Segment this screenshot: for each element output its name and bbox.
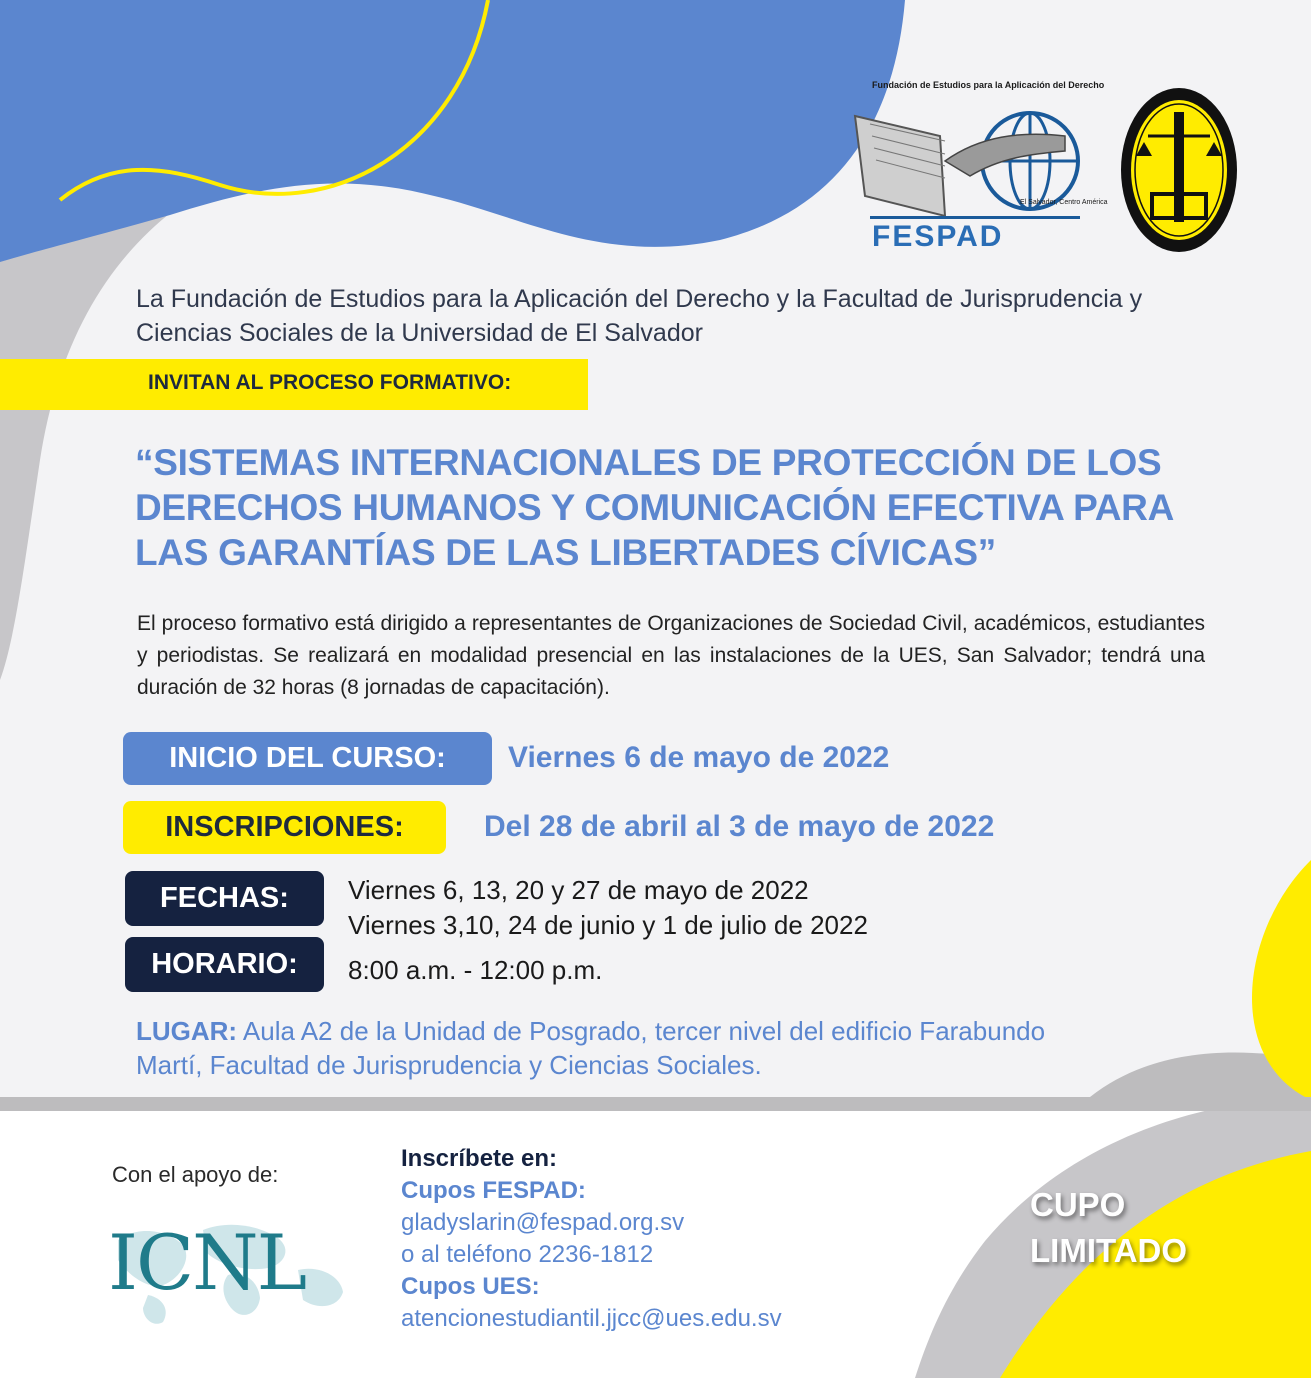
svg-text:JUSTICIA: JUSTICIA [1166, 160, 1172, 188]
fechas-label: FECHAS: [125, 871, 324, 926]
lugar-value: Aula A2 de la Unidad de Posgrado, tercer nivel del edificio Farabundo Martí, Facultad de Jurisprudencia y Ciencias Sociales. [136, 1016, 1046, 1080]
inscripciones-label: INSCRIPCIONES: [123, 801, 446, 854]
inicio-label: INICIO DEL CURSO: [123, 732, 492, 785]
footer-divider [0, 1097, 1311, 1111]
svg-text:FESPAD: FESPAD [872, 220, 1004, 253]
ues-email-link[interactable]: atencionestudiantil.jjcc@ues.edu.sv [401, 1305, 782, 1332]
cupo-line-1: CUPO [1030, 1186, 1126, 1223]
horario-label: HORARIO: [125, 937, 324, 992]
cupo-line-2: LIMITADO [1030, 1232, 1188, 1269]
intro-text: La Fundación de Estudios para la Aplicación del Derecho y la Facultad de Jurisprudencia y Ciencias Sociales de la Universidad de El Salvador [136, 285, 1143, 347]
invite-label: INVITAN AL PROCESO FORMATIVO: [148, 371, 512, 394]
lugar-label: LUGAR: [136, 1016, 238, 1046]
partner-logos [850, 76, 1250, 256]
horario-value: 8:00 a.m. - 12:00 p.m. [348, 955, 603, 985]
fechas-line-2: Viernes 3,10, 24 de junio y 1 de julio de 2022 [348, 910, 868, 940]
svg-text:El Salvador, Centro América: El Salvador, Centro América [1020, 199, 1108, 206]
support-label: Con el apoyo de: [112, 1162, 279, 1187]
ues-label: Cupos UES: [401, 1273, 540, 1300]
fespad-email-link[interactable]: gladyslarin@fespad.org.sv [401, 1209, 685, 1236]
contact-heading: Inscríbete en: [401, 1145, 558, 1172]
icnl-logo [108, 1210, 348, 1330]
fespad-label: Cupos FESPAD: [401, 1177, 586, 1204]
contact-block [401, 1143, 921, 1335]
fechas-value [348, 873, 868, 943]
lugar-block [136, 1014, 1096, 1082]
ues-seal-logo [1118, 84, 1240, 256]
inscripciones-value: Del 28 de abril al 3 de mayo de 2022 [484, 810, 995, 843]
icnl-wordmark: ICNL [108, 1218, 306, 1307]
course-title: “SISTEMAS INTERNACIONALES DE PROTECCIÓN DE LOS DERECHOS HUMANOS Y COMUNICACIÓN EFECTIVA PARA LAS GARANTÍAS DE LAS LIBERTADES CÍVICAS” [135, 442, 1173, 573]
fechas-line-1: Viernes 6, 13, 20 y 27 de mayo de 2022 [348, 875, 809, 905]
svg-text:Fundación de Estudios para la: Fundación de Estudios para la Aplicación del Derecho [872, 80, 1105, 90]
fespad-phone: o al teléfono 2236-1812 [401, 1241, 654, 1268]
course-description: El proceso formativo está dirigido a representantes de Organizaciones de Sociedad Civil, académicos, estudiantes y periodistas. Se realizará en modalidad presencial en las instalaciones de la UES, San Salvador; tendrá una duración de 32 horas (8 jornadas de capacitación). [137, 612, 1205, 699]
inicio-value: Viernes 6 de mayo de 2022 [508, 741, 890, 774]
cupo-limitado-badge [1030, 1182, 1260, 1274]
